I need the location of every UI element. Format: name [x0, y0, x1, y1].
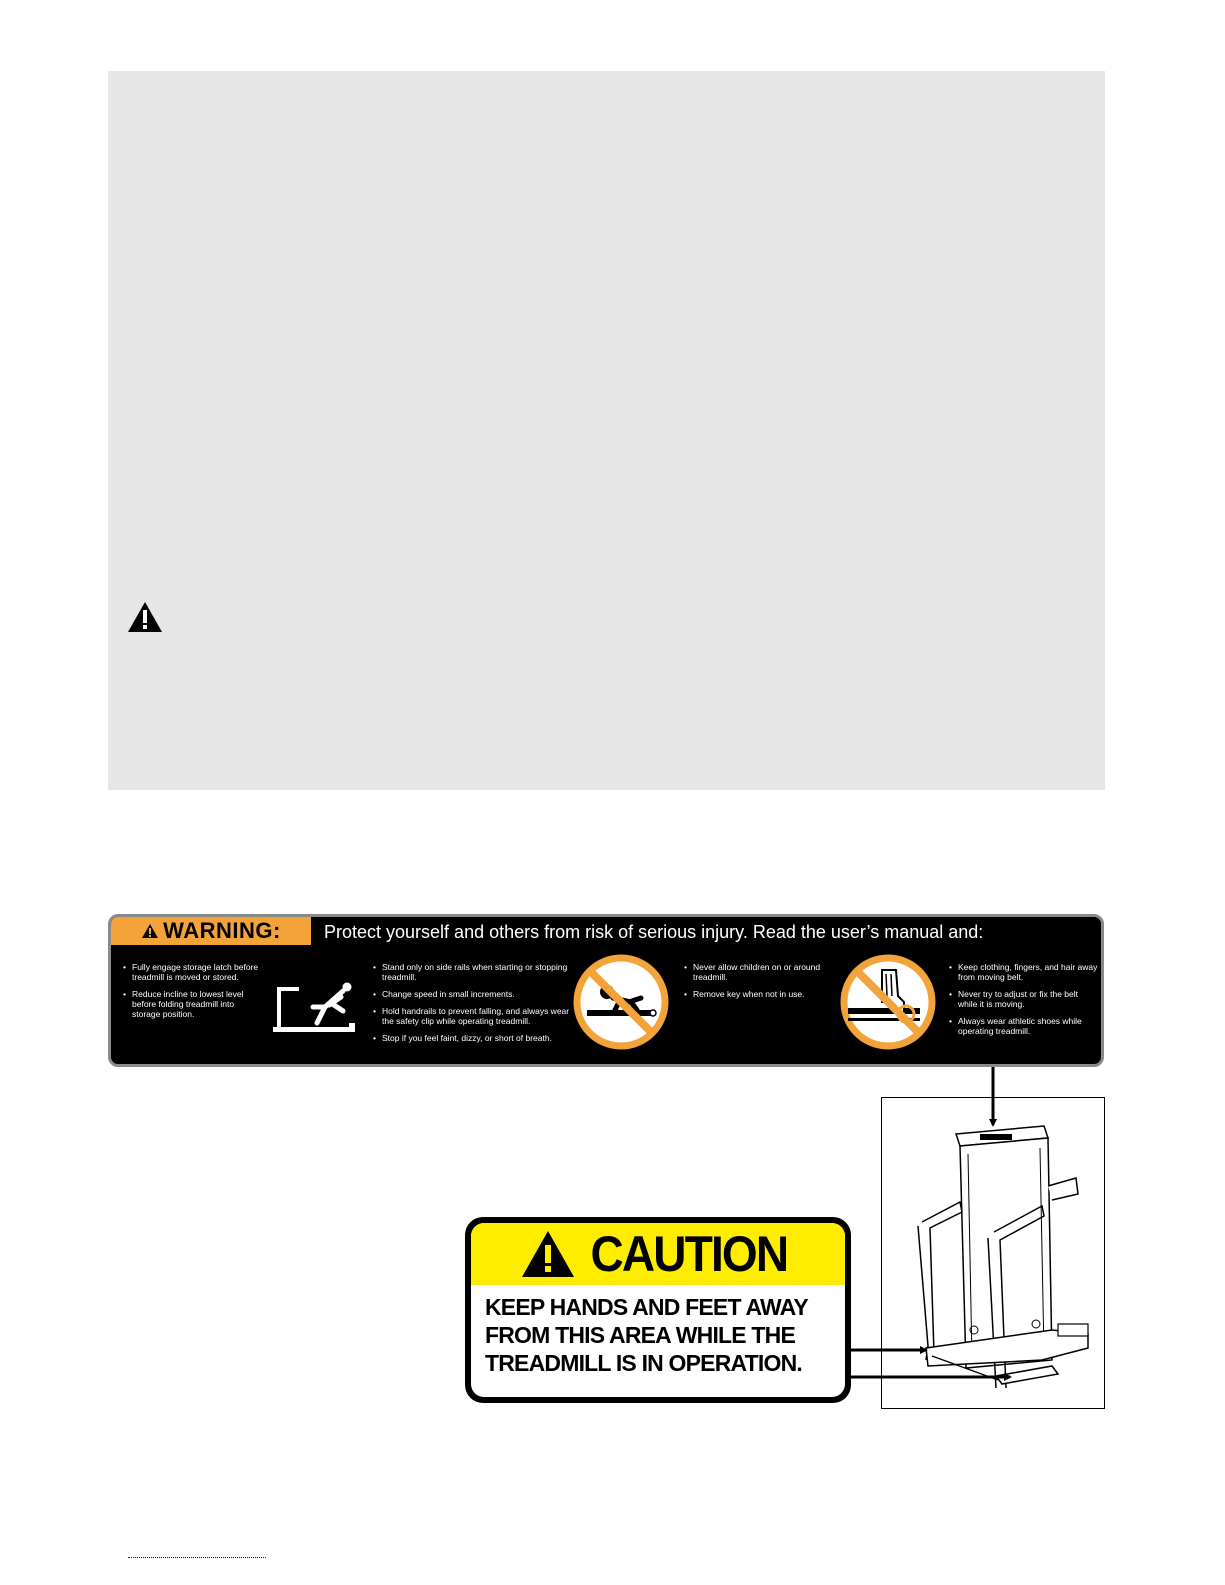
- falling-person-icon: [269, 977, 359, 1037]
- warning-column-3: [684, 962, 834, 1006]
- warning-item: • Stand only on side rails when starting or stopping treadmill.: [373, 962, 573, 982]
- warning-item: • Always wear athletic shoes while operating treadmill.: [949, 1016, 1099, 1036]
- warning-label-text: WARNING:: [163, 918, 281, 943]
- alert-triangle-icon: [126, 600, 164, 634]
- treadmill-folded-icon: [882, 1098, 1103, 1407]
- warning-triangle-icon: [141, 923, 159, 939]
- warning-item: • Never allow children on or around treadmill.: [684, 962, 834, 982]
- warning-headline: Protect yourself and others from risk of serious injury. Read the user’s manual and:: [324, 922, 984, 942]
- caution-title: CAUTION: [590, 1226, 788, 1282]
- warning-label: [111, 917, 311, 945]
- no-children-icon: [571, 952, 671, 1052]
- warning-decal: [108, 914, 1104, 1067]
- treadmill-illustration: [881, 1097, 1105, 1409]
- warning-item: • Stop if you feel faint, dizzy, or short of breath.: [373, 1033, 573, 1043]
- no-hands-icon: [838, 952, 938, 1052]
- warning-item: • Change speed in small increments.: [373, 989, 573, 999]
- warning-item: • Never try to adjust or fix the belt while it is moving.: [949, 989, 1099, 1009]
- gray-content-panel: [108, 71, 1105, 790]
- caution-message: [471, 1285, 845, 1377]
- caution-line: TREADMILL IS IN OPERATION.: [485, 1350, 802, 1376]
- caution-header: [471, 1223, 845, 1285]
- warning-item: • Remove key when not in use.: [684, 989, 834, 999]
- caution-line: KEEP HANDS AND FEET AWAY: [485, 1294, 808, 1320]
- warning-item: • Keep clothing, fingers, and hair away from moving belt.: [949, 962, 1099, 982]
- warning-column-1: [123, 962, 263, 1026]
- warning-item: • Hold handrails to prevent falling, and always wear the safety clip while operating treadmill.: [373, 1006, 573, 1026]
- warning-column-4: [949, 962, 1099, 1043]
- caution-decal: [465, 1217, 851, 1403]
- caution-line: FROM THIS AREA WHILE THE: [485, 1322, 796, 1348]
- warning-item: • Reduce incline to lowest level before folding treadmill into storage position.: [123, 989, 263, 1019]
- warning-column-2: [373, 962, 573, 1050]
- warning-item: • Fully engage storage latch before treadmill is moved or stored.: [123, 962, 263, 982]
- footer-dotted-line: [128, 1557, 266, 1558]
- caution-triangle-icon: [520, 1229, 576, 1279]
